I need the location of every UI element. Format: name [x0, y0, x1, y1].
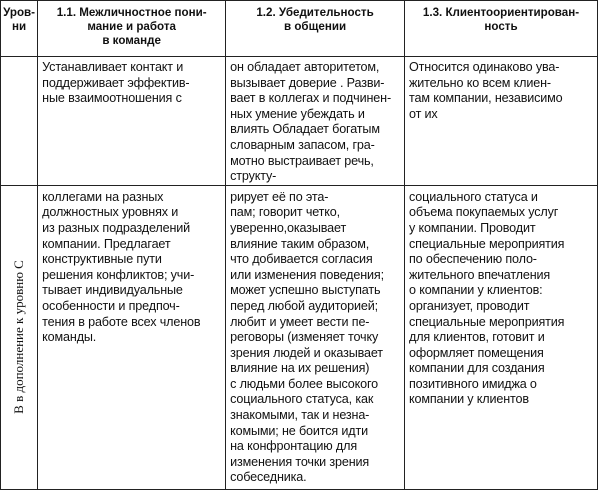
level-label: В в дополнение к уровню С: [11, 260, 27, 415]
level-cell: [1, 185, 38, 489]
cell-client-orientation-2: социального статуса и объема покупаемых услуг у компании. Проводит специальные мероприятия по обеспечению поло- жительного впечатления о компании у клиентов: организует, проводит специальные мероприятия для клиентов, готовит и оформляет помещения компании для создания позитивного имиджа о компании у клиентов: [405, 185, 598, 489]
cell-client-orientation-1: Относится одинаково ува- жительно ко всем клиен- там компании, независимо от их: [405, 57, 598, 186]
cell-teamwork-1: Устанавливает контакт и поддерживает эффектив- ные взаимоотношения с: [38, 57, 226, 186]
level-cell-empty: [1, 57, 38, 186]
cell-persuasiveness-1: он обладает авторитетом, вызывает доверие . Разви- вает в коллегах и подчинен- ных умение убеждать и влиять Обладает богатым словарным запасом, гра- мотно выстраивает речь, структу-: [226, 57, 405, 186]
header-levels: Уров- ни: [1, 1, 38, 57]
table-row: [1, 57, 598, 186]
header-teamwork: 1.1. Межличностное пони- мание и работа в команде: [38, 1, 226, 57]
cell-persuasiveness-2: рирует её по эта- пам; говорит четко, уверенно,оказывает влияние таким образом, что добивается согласия или изменения поведения; может успешно выступать перед любой аудиторией; любит и умеет вести пе- реговоры (изменяет точку зрения людей и оказывает влияние на их решения) с людьми более высокого социального статуса, как знакомыми, так и незна- комыми; не боится идти на конфронтацию для изменения точки зрения собеседника.: [226, 185, 405, 489]
header-row: [1, 1, 598, 57]
header-persuasiveness: 1.2. Убедительность в общении: [226, 1, 405, 57]
cell-teamwork-2: коллегами на разных должностных уровнях и из разных подразделений компании. Предлагает конструктивные пути решения конфликтов; учи- тывает индивидуальные особенности и предпоч- тения в работе всех членов команды.: [38, 185, 226, 489]
header-client-orientation: 1.3. Клиентоориентирован- ность: [405, 1, 598, 57]
table-row: [1, 185, 598, 489]
